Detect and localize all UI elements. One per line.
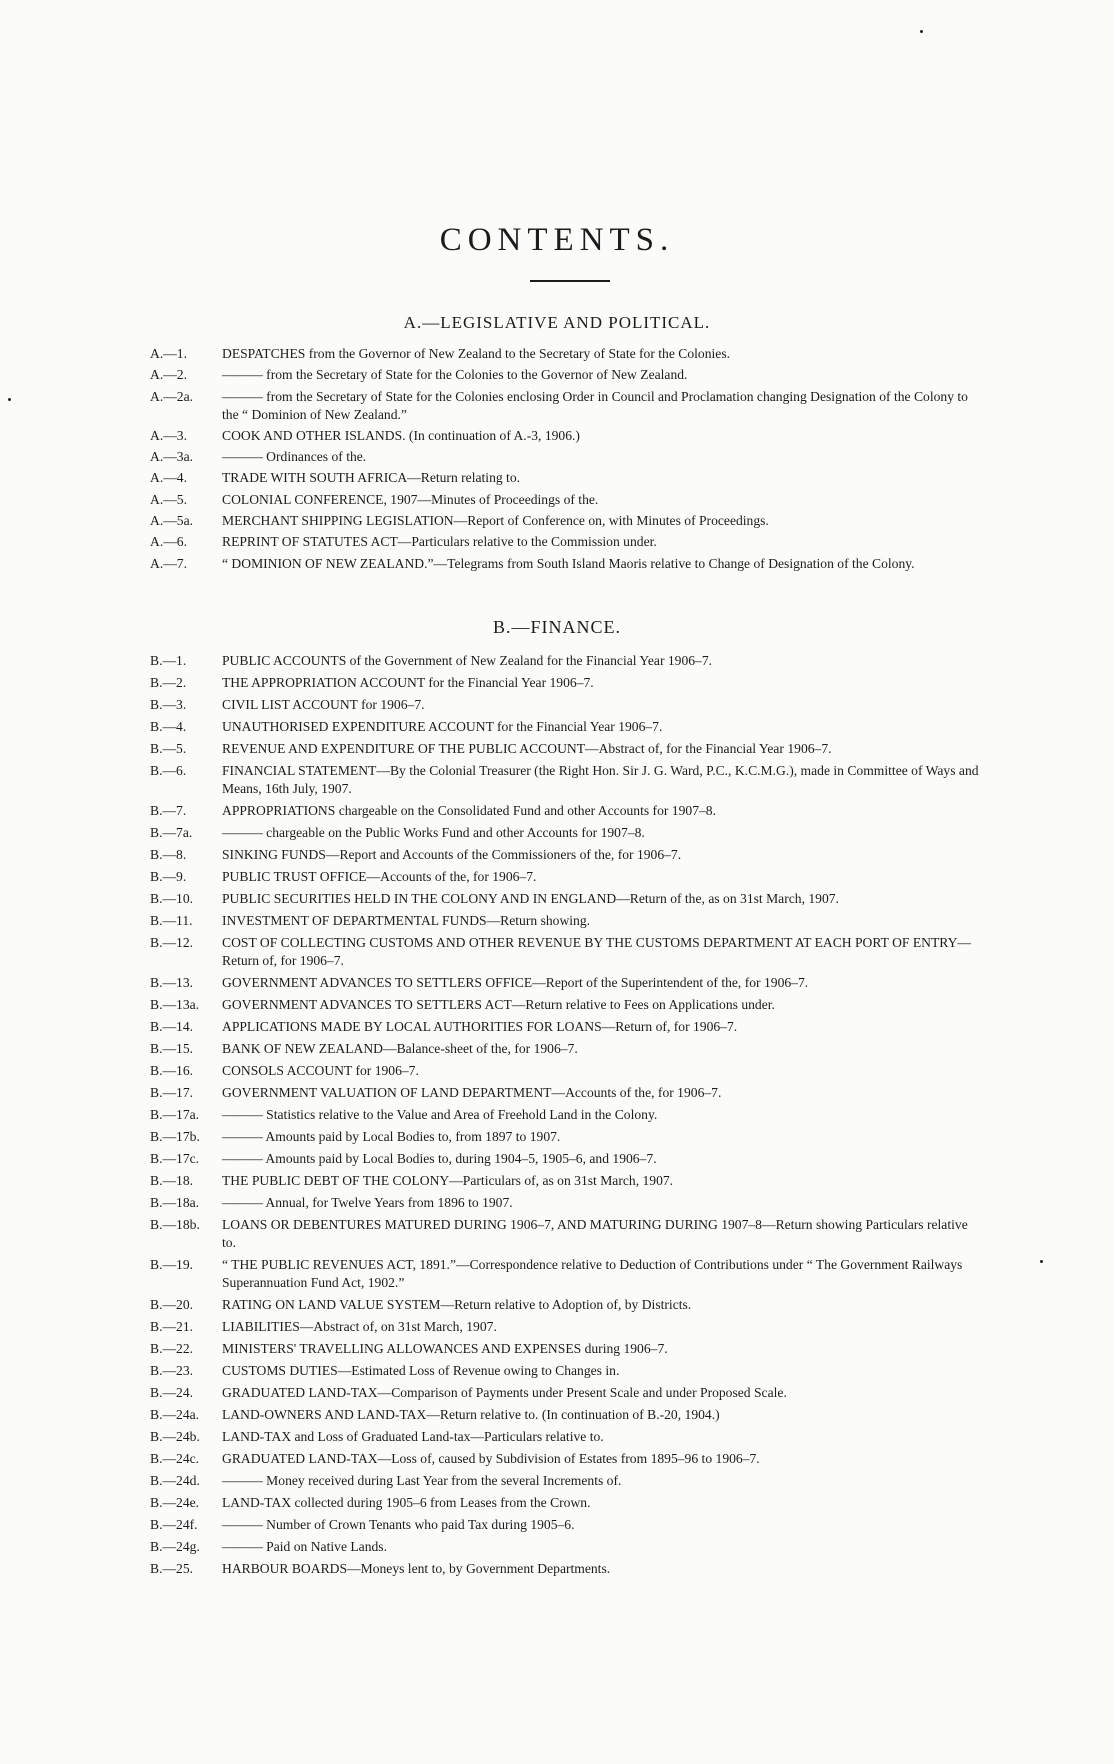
entry-code: B.—24e. [150, 1495, 200, 1510]
entry-title: COST OF COLLECTING CUSTOMS AND OTHER REVENUE BY THE CUSTOMS DEPARTMENT AT EACH PORT OF ENTRY—Return of, for 1906–7. [222, 935, 972, 968]
contents-entry [150, 868, 980, 886]
section-a-list [150, 345, 980, 576]
entry-title: PUBLIC SECURITIES HELD IN THE COLONY AND IN ENGLAND—Return of the, as on 31st March, 1907. [222, 891, 839, 906]
entry-code: A.—3a. [150, 449, 194, 465]
entry-code: B.—25. [150, 1561, 194, 1576]
contents-entry [150, 1106, 980, 1124]
entry-code: B.—19. [150, 1257, 194, 1272]
entry-code: B.—9. [150, 869, 187, 884]
contents-entry [150, 1450, 980, 1468]
entry-title: UNAUTHORISED EXPENDITURE ACCOUNT for the Financial Year 1906–7. [222, 719, 663, 734]
entry-code: A.—7. [150, 555, 188, 571]
contents-entry [150, 469, 980, 487]
contents-entry [150, 1062, 980, 1080]
contents-entry [150, 890, 980, 908]
section-b-heading: B.—FINANCE. [492, 617, 621, 637]
entry-code: B.—18. [150, 1173, 194, 1188]
contents-entry [150, 512, 980, 530]
entry-title: GOVERNMENT VALUATION OF LAND DEPARTMENT—Accounts of the, for 1906–7. [222, 1085, 722, 1100]
contents-entry [150, 740, 980, 758]
contents-entry [150, 1472, 980, 1490]
entry-title: CIVIL LIST ACCOUNT for 1906–7. [222, 697, 425, 712]
contents-entry [150, 1256, 980, 1292]
entry-title: “ DOMINION OF NEW ZEALAND.”—Telegrams from South Island Maoris relative to Change of Designation of the Colony. [222, 555, 915, 571]
contents-entry [150, 555, 980, 573]
contents-entry [150, 1362, 980, 1380]
contents-entry [150, 1194, 980, 1212]
contents-entry [150, 1560, 980, 1578]
entry-title: ——— from the Secretary of State for the Colonies enclosing Order in Council and Proclamation changing Designation of the Colony to the “ Dominion of New Zealand.” [222, 388, 968, 422]
entry-title: “ THE PUBLIC REVENUES ACT, 1891.”—Correspondence relative to Deduction of Contributions under “ The Government Railways Superannuation Fund Act, 1902.” [222, 1257, 963, 1290]
entry-title: TRADE WITH SOUTH AFRICA—Return relating to. [222, 470, 521, 486]
section-a-heading: A.—LEGISLATIVE AND POLITICAL. [403, 313, 711, 332]
contents-entry [150, 448, 980, 466]
contents-entry [150, 533, 980, 551]
entry-title: COOK AND OTHER ISLANDS. (In continuation of A.-3, 1906.) [222, 427, 580, 443]
entry-code: B.—17a. [150, 1107, 200, 1122]
entry-code: B.—24a. [150, 1407, 200, 1422]
contents-entry [150, 1494, 980, 1512]
contents-entry [150, 934, 980, 970]
ink-speck [8, 398, 11, 401]
entry-code: B.—20. [150, 1297, 194, 1312]
contents-entry [150, 388, 980, 424]
contents-entry [150, 824, 980, 842]
entry-code: A.—5. [150, 491, 188, 507]
contents-entry [150, 345, 980, 363]
entry-title: ——— Ordinances of the. [222, 449, 367, 465]
entry-code: B.—15. [150, 1041, 194, 1056]
entry-code: B.—22. [150, 1341, 194, 1356]
entry-code: B.—13a. [150, 997, 200, 1012]
contents-entry [150, 1428, 980, 1446]
entry-code: B.—4. [150, 719, 187, 734]
contents-entry [150, 1018, 980, 1036]
contents-entry [150, 912, 980, 930]
contents-entry [150, 674, 980, 692]
entry-title: ——— chargeable on the Public Works Fund and other Accounts for 1907–8. [222, 825, 645, 840]
entry-title: CONSOLS ACCOUNT for 1906–7. [222, 1063, 419, 1078]
entry-code: B.—24c. [150, 1451, 200, 1466]
entry-code: A.—6. [150, 534, 188, 550]
entry-code: B.—7. [150, 803, 187, 818]
entry-code: B.—10. [150, 891, 194, 906]
entry-title: MINISTERS' TRAVELLING ALLOWANCES AND EXPENSES during 1906–7. [222, 1341, 668, 1356]
entry-code: B.—7a. [150, 825, 193, 840]
entry-title: REVENUE AND EXPENDITURE OF THE PUBLIC ACCOUNT—Abstract of, for the Financial Year 1906–7. [222, 741, 832, 756]
title-rule [530, 280, 610, 282]
entry-code: B.—24f. [150, 1517, 198, 1532]
contents-entry [150, 1150, 980, 1168]
entry-code: B.—18a. [150, 1195, 200, 1210]
entry-code: B.—17b. [150, 1129, 200, 1144]
entry-code: B.—14. [150, 1019, 194, 1034]
contents-entry [150, 1538, 980, 1556]
entry-title: LAND-TAX and Loss of Graduated Land-tax—Particulars relative to. [222, 1429, 604, 1444]
entry-code: B.—12. [150, 935, 194, 950]
contents-entry [150, 762, 980, 798]
contents-entry [150, 1318, 980, 1336]
entry-title: SINKING FUNDS—Report and Accounts of the Commissioners of the, for 1906–7. [222, 847, 682, 862]
entry-title: PUBLIC TRUST OFFICE—Accounts of the, for 1906–7. [222, 869, 537, 884]
entry-title: ——— Number of Crown Tenants who paid Tax during 1905–6. [222, 1517, 575, 1532]
entry-title: COLONIAL CONFERENCE, 1907—Minutes of Proceedings of the. [222, 491, 599, 507]
entry-code: B.—16. [150, 1063, 194, 1078]
contents-entry [150, 1340, 980, 1358]
contents-entry [150, 1296, 980, 1314]
entry-title: HARBOUR BOARDS—Moneys lent to, by Government Departments. [222, 1561, 611, 1576]
contents-entry [150, 366, 980, 384]
entry-title: GRADUATED LAND-TAX—Comparison of Payments under Present Scale and under Proposed Scale. [222, 1385, 787, 1400]
contents-entry [150, 491, 980, 509]
entry-title: RATING ON LAND VALUE SYSTEM—Return relative to Adoption of, by Districts. [222, 1297, 692, 1312]
entry-code: A.—4. [150, 470, 188, 486]
entry-code: B.—23. [150, 1363, 194, 1378]
entry-title: APPLICATIONS MADE BY LOCAL AUTHORITIES FOR LOANS—Return of, for 1906–7. [222, 1019, 738, 1034]
entry-title: REPRINT OF STATUTES ACT—Particulars relative to the Commission under. [222, 534, 657, 550]
entry-title: LOANS OR DEBENTURES MATURED DURING 1906–7, AND MATURING DURING 1907–8—Return showing Particulars relative to. [222, 1217, 968, 1250]
entry-code: B.—13. [150, 975, 194, 990]
entry-title: GOVERNMENT ADVANCES TO SETTLERS ACT—Return relative to Fees on Applications under. [222, 997, 775, 1012]
entry-title: THE APPROPRIATION ACCOUNT for the Financial Year 1906–7. [222, 675, 594, 690]
entry-code: B.—17. [150, 1085, 194, 1100]
contents-entry [150, 652, 980, 670]
entry-title: ——— Paid on Native Lands. [222, 1539, 387, 1554]
contents-entry [150, 1406, 980, 1424]
contents-entry [150, 974, 980, 992]
entry-title: DESPATCHES from the Governor of New Zealand to the Secretary of State for the Colonies. [222, 346, 731, 361]
entry-code: B.—24d. [150, 1473, 200, 1488]
entry-title: GOVERNMENT ADVANCES TO SETTLERS OFFICE—Report of the Superintendent of the, for 1906–7. [222, 975, 809, 990]
contents-entry [150, 1516, 980, 1534]
entry-code: A.—1. [150, 346, 188, 361]
entry-title: ——— Amounts paid by Local Bodies to, during 1904–5, 1905–6, and 1906–7. [222, 1151, 657, 1166]
entry-code: A.—3. [150, 427, 188, 443]
entry-code: B.—6. [150, 763, 187, 778]
entry-title: CUSTOMS DUTIES—Estimated Loss of Revenue owing to Changes in. [222, 1363, 620, 1378]
entry-code: A.—5a. [150, 513, 194, 529]
entry-code: B.—24. [150, 1385, 194, 1400]
entry-code: B.—24g. [150, 1539, 200, 1554]
contents-entry [150, 696, 980, 714]
entry-code: A.—2. [150, 367, 188, 383]
contents-entry [150, 1384, 980, 1402]
entry-title: INVESTMENT OF DEPARTMENTAL FUNDS—Return showing. [222, 913, 591, 928]
contents-entry [150, 1040, 980, 1058]
entry-code: A.—2a. [150, 388, 194, 404]
entry-code: B.—21. [150, 1319, 194, 1334]
section-b-list [150, 652, 980, 1582]
ink-speck [920, 30, 923, 33]
entry-title: ——— Annual, for Twelve Years from 1896 to 1907. [222, 1195, 513, 1210]
entry-title: LIABILITIES—Abstract of, on 31st March, 1907. [222, 1319, 497, 1334]
entry-title: THE PUBLIC DEBT OF THE COLONY—Particulars of, as on 31st March, 1907. [222, 1173, 674, 1188]
entry-code: B.—8. [150, 847, 187, 862]
contents-entry [150, 718, 980, 736]
entry-code: B.—18b. [150, 1217, 200, 1232]
entry-code: B.—11. [150, 913, 193, 928]
entry-title: GRADUATED LAND-TAX—Loss of, caused by Subdivision of Estates from 1895–96 to 1906–7. [222, 1451, 760, 1466]
entry-title: FINANCIAL STATEMENT—By the Colonial Treasurer (the Right Hon. Sir J. G. Ward, P.C., K.C.M.G.), made in Committee of Ways and Means, 16th July, 1907. [222, 763, 979, 796]
contents-entry [150, 846, 980, 864]
ink-speck [1040, 1260, 1043, 1263]
entry-title: ——— Statistics relative to the Value and Area of Freehold Land in the Colony. [222, 1107, 658, 1122]
entry-code: B.—17c. [150, 1151, 200, 1166]
entry-title: BANK OF NEW ZEALAND—Balance-sheet of the, for 1906–7. [222, 1041, 578, 1056]
entry-title: LAND-TAX collected during 1905–6 from Leases from the Crown. [222, 1495, 591, 1510]
entry-title: APPROPRIATIONS chargeable on the Consolidated Fund and other Accounts for 1907–8. [222, 803, 716, 818]
entry-code: B.—2. [150, 675, 187, 690]
page-title: CONTENTS. [439, 222, 675, 258]
contents-entry [150, 1084, 980, 1102]
contents-entry [150, 996, 980, 1014]
entry-title: MERCHANT SHIPPING LEGISLATION—Report of Conference on, with Minutes of Proceedings. [222, 513, 769, 529]
contents-entry [150, 1172, 980, 1190]
contents-entry [150, 427, 980, 445]
entry-title: ——— from the Secretary of State for the Colonies to the Governor of New Zealand. [222, 367, 688, 383]
entry-code: B.—5. [150, 741, 187, 756]
entry-title: LAND-OWNERS AND LAND-TAX—Return relative to. (In continuation of B.-20, 1904.) [222, 1407, 720, 1422]
entry-title: PUBLIC ACCOUNTS of the Government of New Zealand for the Financial Year 1906–7. [222, 653, 713, 668]
contents-entry [150, 1128, 980, 1146]
contents-entry [150, 1216, 980, 1252]
entry-code: B.—24b. [150, 1429, 200, 1444]
entry-title: ——— Money received during Last Year from the several Increments of. [222, 1473, 622, 1488]
entry-title: ——— Amounts paid by Local Bodies to, from 1897 to 1907. [222, 1129, 561, 1144]
entry-code: B.—1. [150, 653, 187, 668]
contents-entry [150, 802, 980, 820]
entry-code: B.—3. [150, 697, 187, 712]
